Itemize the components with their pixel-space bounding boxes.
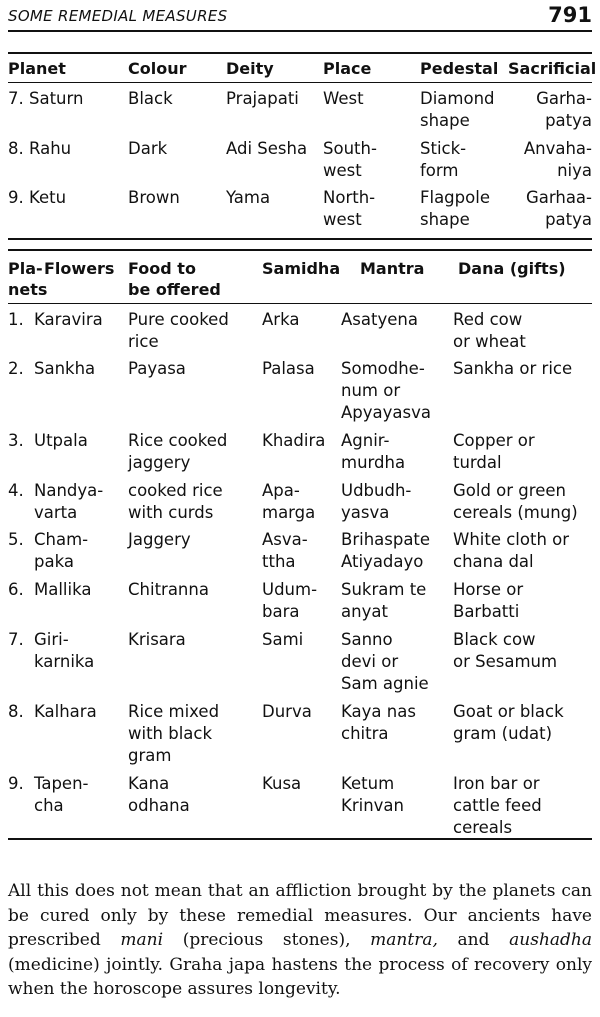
table1-header-place: Place [323, 59, 372, 78]
table1-bottom-rule [8, 238, 592, 240]
mantra-cell: yasva [341, 503, 390, 522]
term-mani: mani [120, 930, 164, 951]
place-cell: West [323, 89, 364, 108]
num-cell: 8. [8, 702, 24, 721]
flower-cell: varta [34, 503, 78, 522]
flower-cell: Karavira [34, 310, 103, 329]
flower-cell: Utpala [34, 431, 88, 450]
colour-cell: Black [128, 89, 173, 108]
dana-cell: cattle feed [453, 796, 542, 815]
mantra-cell: anyat [341, 602, 388, 621]
sacrificial-cell: patya [545, 111, 592, 130]
sacrificial-cell: Anvaha- [523, 139, 592, 158]
food-cell: odhana [128, 796, 190, 815]
dana-cell: Horse or [453, 580, 524, 599]
food-cell: Pure cooked [128, 310, 229, 329]
dana-cell: gram (udat) [453, 724, 553, 743]
food-cell: gram [128, 746, 172, 765]
dana-cell: or Sesamum [453, 652, 558, 671]
samidha-cell: Palasa [262, 359, 315, 378]
paragraph-text: (precious stones), [163, 930, 371, 951]
food-cell: rice [128, 332, 159, 351]
pedestal-cell: Stick- [420, 139, 467, 158]
table2-header-samidha: Samidha [262, 259, 341, 278]
flower-cell: Tapen- [34, 774, 89, 793]
table2-header-flowers: Flowers [44, 259, 115, 278]
dana-cell: Black cow [453, 630, 536, 649]
place-cell: North- [323, 188, 376, 207]
food-cell: Kana [128, 774, 170, 793]
mantra-cell: Asatyena [341, 310, 418, 329]
mantra-cell: Kaya nas [341, 702, 416, 721]
mantra-cell: Sam agnie [341, 674, 429, 693]
dana-cell: turdal [453, 453, 502, 472]
place-cell: South- [323, 139, 377, 158]
paragraph-text: (medicine) jointly. Graha japa hastens the process of recovery only when the horoscope assures longevity. [8, 954, 592, 1000]
planet-cell: 9. Ketu [8, 188, 67, 207]
food-cell: Krisara [128, 630, 186, 649]
table1-header-sacrificial: Sacrificial [508, 59, 597, 78]
mantra-cell: chitra [341, 724, 389, 743]
mantra-cell: Apyayasva [341, 403, 431, 422]
term-aushadha: aushadha [509, 930, 593, 951]
planet-cell: 8. Rahu [8, 139, 72, 158]
mantra-cell: Atiyadayo [341, 552, 424, 571]
num-cell: 9. [8, 774, 24, 793]
samidha-cell: bara [262, 602, 300, 621]
food-cell: Rice mixed [128, 702, 220, 721]
flower-cell: Sankha [34, 359, 96, 378]
mantra-cell: Krinvan [341, 796, 404, 815]
place-cell: west [323, 210, 362, 229]
num-cell: 5. [8, 530, 24, 549]
dana-cell: Goat or black [453, 702, 564, 721]
page-number: 791 [548, 3, 592, 27]
sacrificial-cell: Garha- [536, 89, 592, 108]
mantra-cell: Somodhe- [341, 359, 425, 378]
food-cell: Jaggery [128, 530, 191, 549]
num-cell: 6. [8, 580, 24, 599]
flower-cell: paka [34, 552, 74, 571]
samidha-cell: Kusa [262, 774, 302, 793]
table2-header-mantra: Mantra [360, 259, 425, 278]
samidha-cell: Udum- [262, 580, 318, 599]
pedestal-cell: form [420, 161, 459, 180]
flower-cell: karnika [34, 652, 95, 671]
sacrificial-cell: niya [557, 161, 592, 180]
table1-header-colour: Colour [128, 59, 187, 78]
num-cell: 2. [8, 359, 24, 378]
flower-cell: Mallika [34, 580, 92, 599]
flower-cell: cha [34, 796, 64, 815]
table2-header-dana: Dana (gifts) [458, 259, 566, 278]
food-cell: jaggery [128, 453, 191, 472]
num-cell: 4. [8, 481, 24, 500]
num-cell: 7. [8, 630, 24, 649]
pedestal-cell: Flagpole [420, 188, 490, 207]
samidha-cell: Sami [262, 630, 304, 649]
mantra-cell: Ketum [341, 774, 395, 793]
samidha-cell: Arka [262, 310, 300, 329]
num-cell: 3. [8, 431, 24, 450]
table1-header-rule [8, 82, 592, 83]
mantra-cell: Sukram te [341, 580, 427, 599]
table2-header-food: Food to [128, 259, 196, 278]
chapter-title: SOME REMEDIAL MEASURES [8, 7, 228, 25]
sacrificial-cell: Garhaa- [525, 188, 592, 207]
dana-cell: Barbatti [453, 602, 520, 621]
sacrificial-cell: patya [545, 210, 592, 229]
place-cell: west [323, 161, 362, 180]
mantra-cell: Sanno [341, 630, 393, 649]
food-cell: Rice cooked [128, 431, 228, 450]
food-cell: cooked rice [128, 481, 223, 500]
dana-cell: Red cow [453, 310, 523, 329]
pedestal-cell: shape [420, 111, 470, 130]
flower-cell: Cham- [34, 530, 89, 549]
samidha-cell: Asva- [262, 530, 308, 549]
mantra-cell: murdha [341, 453, 406, 472]
food-cell: Payasa [128, 359, 186, 378]
samidha-cell: ttha [262, 552, 296, 571]
mantra-cell: num or [341, 381, 401, 400]
dana-cell: Sankha or rice [453, 359, 573, 378]
table1-header-pedestal: Pedestal [420, 59, 499, 78]
samidha-cell: Durva [262, 702, 312, 721]
table2-header-rule [8, 303, 592, 304]
num-cell: 1. [8, 310, 24, 329]
paragraph-text: and [437, 930, 510, 951]
flower-cell: Nandya- [34, 481, 104, 500]
samidha-cell: Apa- [262, 481, 300, 500]
pedestal-cell: Diamond [420, 89, 495, 108]
table1-header-planet: Planet [8, 59, 66, 78]
deity-cell: Adi Sesha [226, 139, 308, 158]
dana-cell: or wheat [453, 332, 526, 351]
dana-cell: Copper or [453, 431, 535, 450]
planet-cell: 7. Saturn [8, 89, 84, 108]
flower-cell: Kalhara [34, 702, 97, 721]
table2-header-food: be offered [128, 280, 221, 299]
dana-cell: chana dal [453, 552, 534, 571]
deity-cell: Yama [226, 188, 271, 207]
mantra-cell: devi or [341, 652, 399, 671]
dana-cell: Gold or green [453, 481, 566, 500]
deity-cell: Prajapati [226, 89, 299, 108]
mantra-cell: Agnir- [341, 431, 390, 450]
dana-cell: White cloth or [453, 530, 570, 549]
food-cell: with curds [128, 503, 214, 522]
samidha-cell: marga [262, 503, 316, 522]
paragraph-text: All this does not mean that an affliction brought by the planets can be cured only by these remedial measures. Our ancients have prescribed [8, 881, 592, 951]
food-cell: Chitranna [128, 580, 209, 599]
table2-top-rule [8, 249, 592, 251]
dana-cell: cereals (mung) [453, 503, 578, 522]
samidha-cell: Khadira [262, 431, 326, 450]
mantra-cell: Udbudh- [341, 481, 412, 500]
dana-cell: cereals [453, 818, 513, 837]
flower-cell: Giri- [34, 630, 69, 649]
colour-cell: Dark [128, 139, 168, 158]
dana-cell: Iron bar or [453, 774, 540, 793]
term-mantra: mantra, [370, 930, 438, 951]
table1-header-deity: Deity [226, 59, 274, 78]
mantra-cell: Brihaspate [341, 530, 431, 549]
table2-header-planets: nets [8, 280, 48, 299]
body-paragraph [8, 879, 592, 1002]
pedestal-cell: shape [420, 210, 470, 229]
table2-header-planets: Pla- [8, 259, 43, 278]
table2-bottom-rule [8, 838, 592, 840]
colour-cell: Brown [128, 188, 180, 207]
table1-top-rule [8, 52, 592, 54]
running-header [8, 4, 592, 32]
food-cell: with black [128, 724, 213, 743]
